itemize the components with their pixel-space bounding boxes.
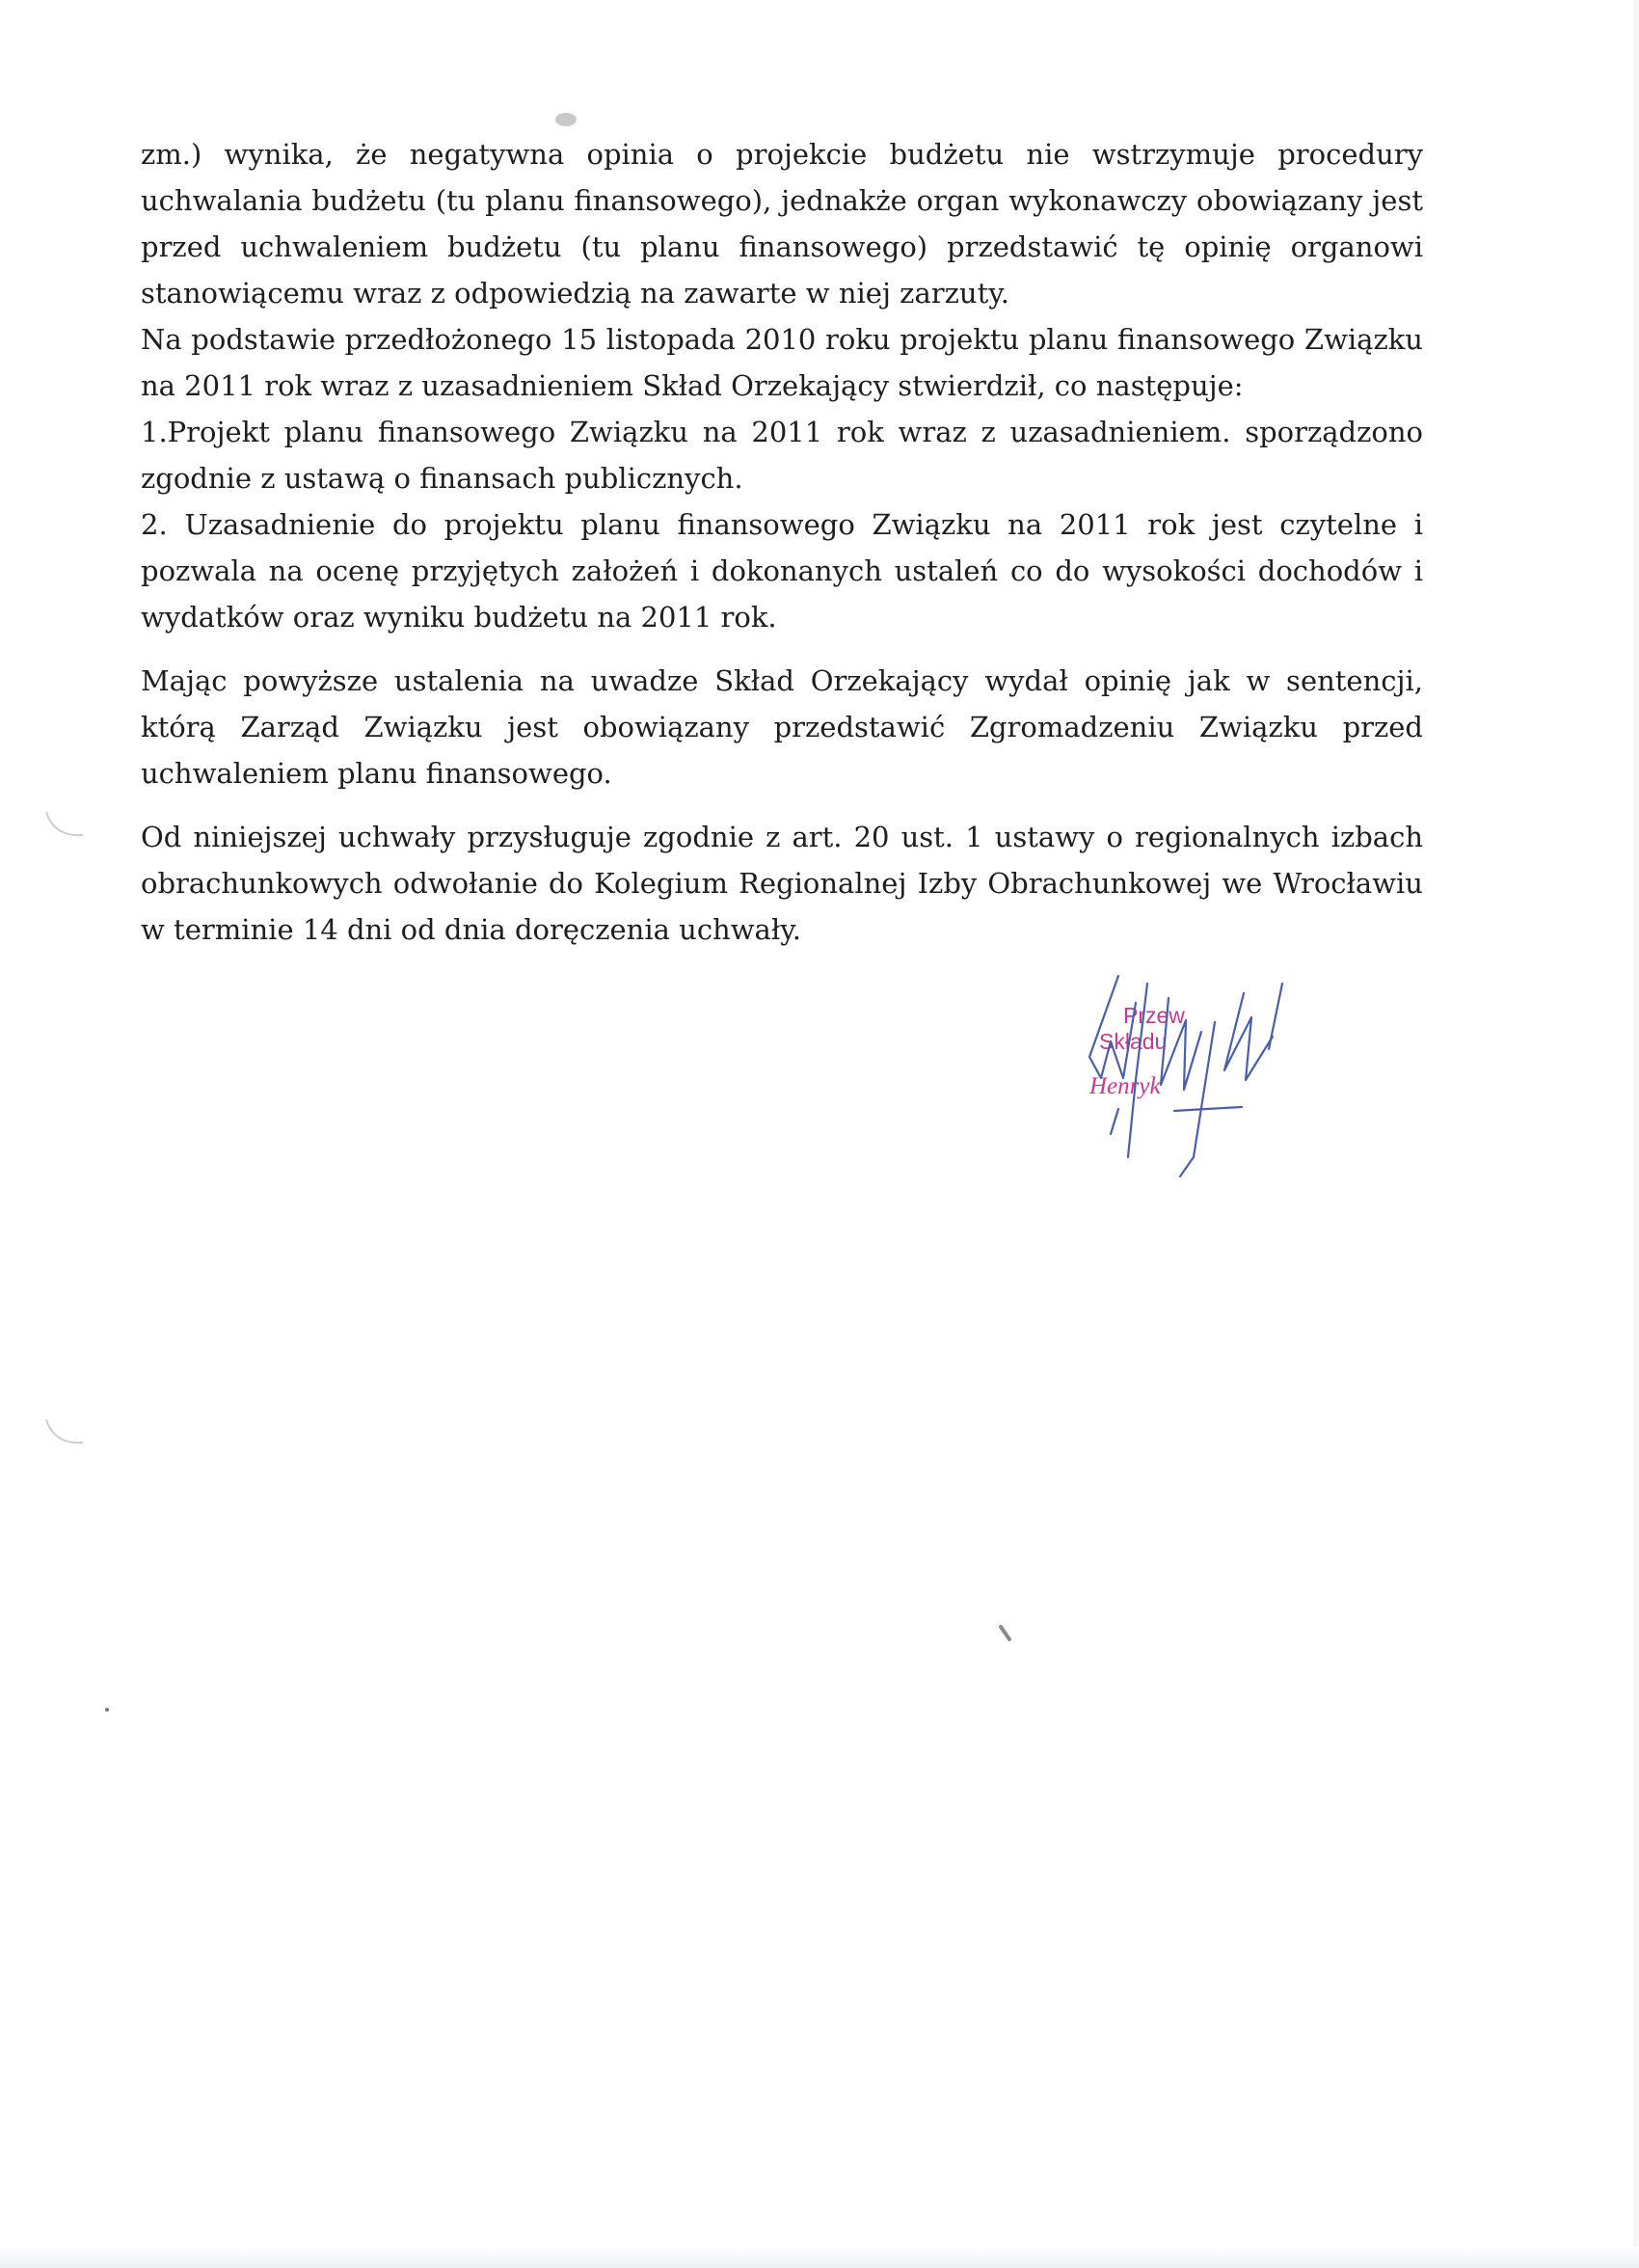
text-line: którą Zarząd Związku jest obowiązany przedstawić Zgromadzeniu Związku przed: [141, 711, 1423, 743]
text-line: stanowiącemu wraz z odpowiedzią na zawarte w niej zarzuty.: [141, 277, 1009, 310]
stamp-name-line: Henryk: [1089, 1073, 1161, 1099]
scan-speck: [550, 108, 582, 131]
text-line: zgodnie z ustawą o finansach publicznych.: [141, 462, 743, 495]
paragraph-conclusion: [141, 658, 1423, 796]
stamp-line: Przew: [1123, 1003, 1185, 1028]
text-line: wydatków oraz wyniku budżetu na 2011 rok.: [141, 601, 777, 634]
signature-stroke: [1174, 1107, 1242, 1111]
paragraph-opinion-procedure: [141, 131, 1423, 316]
punch-hole-mark: [40, 1414, 89, 1452]
text-line: Od niniejszej uchwały przysługuje zgodnie z art. 20 ust. 1 ustawy o regionalnych: [141, 821, 1320, 853]
text-line: Wrocławiu w terminie 14 dni od dnia doręczenia uchwały.: [141, 867, 1423, 946]
signature-stroke: [1161, 998, 1201, 1090]
finding-item-1: [141, 409, 1423, 501]
text-line: uchwalania budżetu (tu planu finansowego), jednakże organ wykonawczy obowiązany: [141, 184, 1363, 217]
document-body: [141, 131, 1423, 953]
paragraph-findings-intro: [141, 316, 1423, 409]
scan-edge: [1633, 0, 1639, 2268]
signature-stroke: [1269, 984, 1282, 1049]
stamp-line: Składu: [1099, 1029, 1168, 1054]
text-line: 2. Uzasadnienie do projektu planu finansowego Związku na 2011 rok jest czytelne i: [141, 508, 1423, 541]
text-line: 1.Projekt planu finansowego Związku na 2011 rok wraz z uzasadnieniem. sporządzono: [141, 416, 1423, 448]
text-line: zm.) wynika, że negatywna opinia o projekcie budżetu nie wstrzymuje procedury: [141, 138, 1423, 171]
scan-edge: [0, 2247, 1639, 2268]
signature-stroke: [1089, 976, 1282, 1176]
punch-hole-mark: [40, 806, 89, 845]
text-line: pozwala na ocenę przyjętych założeń i dokonanych ustaleń co do wysokości dochodów i: [141, 554, 1423, 587]
signature-stroke: [1111, 1109, 1118, 1134]
text-line: Na podstawie przedłożonego 15 listopada 2010 roku projektu planu finansowego: [141, 323, 1296, 356]
signature-stroke: [1224, 993, 1273, 1080]
paragraph-appeal-notice: [141, 814, 1423, 953]
text-line: Mając powyższe ustalenia na uwadze Skład Orzekający wydał opinię jak w sentencji,: [141, 664, 1423, 697]
text-line: Związku na 2011 rok wraz z uzasadnieniem Skład Orzekający stwierdził, co następuje:: [141, 323, 1423, 402]
scan-speck: [998, 1625, 1013, 1644]
handwritten-signature: [1080, 964, 1398, 1186]
signature-stroke: [1128, 984, 1147, 1157]
text-line: jest przed uchwaleniem budżetu (tu planu finansowego) przedstawić tę opinię organowi: [141, 184, 1423, 263]
finding-item-2: [141, 501, 1423, 640]
text-line: izbach obrachunkowych odwołanie do Kolegium Regionalnej Izby Obrachunkowej we: [141, 821, 1424, 900]
text-line: uchwaleniem planu finansowego.: [141, 757, 612, 790]
signature-stroke: [1089, 976, 1136, 1078]
scan-speck: [104, 1707, 110, 1713]
